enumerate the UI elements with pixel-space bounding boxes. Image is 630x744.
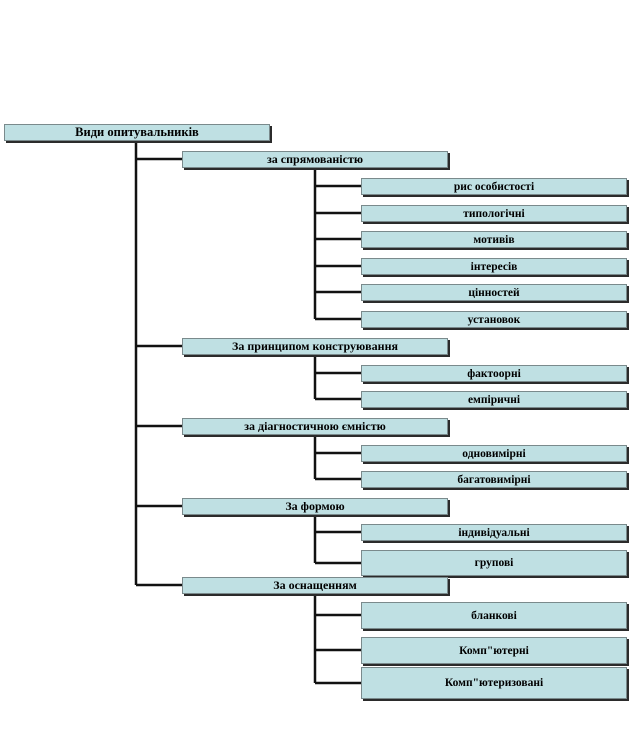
leaf-node: одновимірні [361, 445, 627, 462]
category-node: за діагностичною ємністю [182, 418, 448, 435]
leaf-node: установок [361, 311, 627, 328]
category-node: За оснащенням [182, 577, 448, 594]
leaf-node: типологічні [361, 205, 627, 222]
leaf-node: Комп"ютерні [361, 637, 627, 664]
leaf-node: емпіричні [361, 391, 627, 408]
leaf-node: фактоорні [361, 365, 627, 382]
leaf-node: бланкові [361, 602, 627, 629]
leaf-node: Комп"ютеризовані [361, 667, 627, 699]
leaf-node: рис особистості [361, 178, 627, 195]
leaf-node: індивідуальні [361, 524, 627, 541]
leaf-node: мотивів [361, 231, 627, 248]
leaf-node: групові [361, 550, 627, 576]
leaf-node: інтересів [361, 258, 627, 275]
root-node: Види опитувальників [4, 124, 270, 141]
leaf-node: багатовимірні [361, 471, 627, 488]
category-node: за спрямованістю [182, 151, 448, 168]
category-node: За формою [182, 498, 448, 515]
category-node: За принципом конструювання [182, 338, 448, 355]
leaf-node: цінностей [361, 284, 627, 301]
